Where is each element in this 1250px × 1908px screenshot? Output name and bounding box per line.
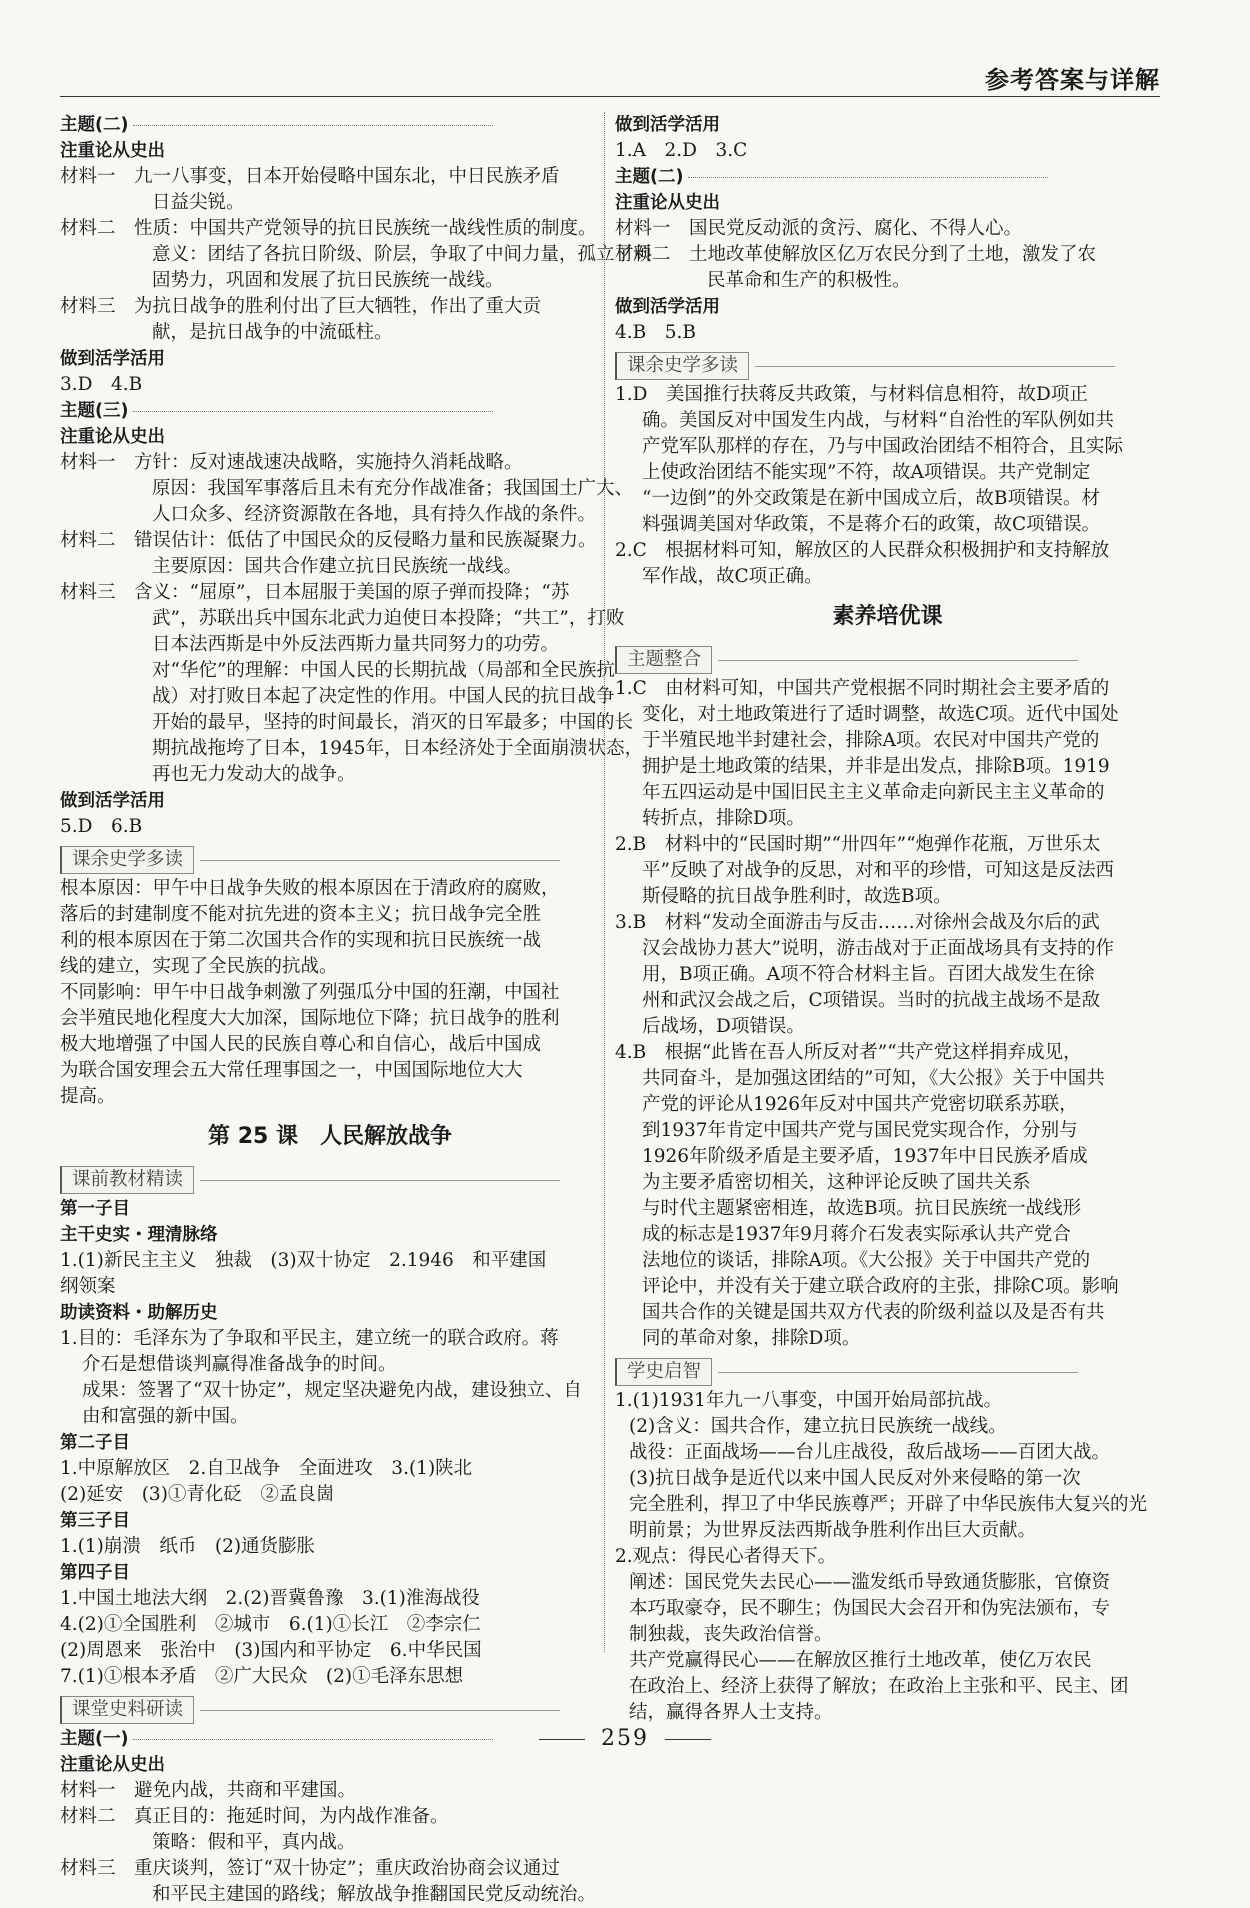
text-line: 法地位的谈话，排除A项。《大公报》关于中国共产党的	[642, 1250, 1091, 1271]
text-line: 用，B项正确。A项不符合材料主旨。百团大战发生在徐	[642, 964, 1095, 985]
section-label: 课前教材精读	[60, 1160, 600, 1196]
subsection-heading: 第二子目	[60, 1433, 130, 1453]
text-line: 对“华佗”的理解：中国人民的长期抗战（局部和全民族抗	[152, 660, 615, 681]
section-label: 课余史学多读	[615, 346, 1160, 382]
text-line: 1.(1)崩溃 纸币 (2)通货膨胀	[60, 1536, 316, 1557]
answer-line: 4.B 5.B	[615, 322, 696, 343]
text-line: 斯侵略的抗日战争胜利时，故选B项。	[642, 886, 952, 907]
text-line: 主要原因：国共合作建立抗日民族统一战线。	[152, 556, 523, 577]
text-line: 1.目的：毛泽东为了争取和平民主，建立统一的联合政府。蒋	[60, 1328, 559, 1349]
text-line: 2.B 材料中的“民国时期”“卅四年”“炮弹作花瓶，万世乐太	[615, 834, 1101, 855]
text-line: 转折点，排除D项。	[642, 808, 805, 829]
text-line: 本巧取豪夺，民不聊生；伪国民大会召开和伪宪法颁布，专	[629, 1598, 1111, 1619]
text-line: 共同奋斗，是加强这团结的”可知，《大公报》关于中国共	[642, 1068, 1105, 1089]
text-line: 材料二 性质：中国共产党领导的抗日民族统一战线性质的制度。	[60, 218, 597, 239]
text-line: 人口众多、经济资源散在各地，具有持久作战的条件。	[152, 504, 597, 525]
text-line: 评论中，并没有关于建立联合政府的主张，排除C项。影响	[642, 1276, 1119, 1297]
text-line: 策略：假和平，真内战。	[152, 1832, 356, 1853]
topic-heading: 主题(二)	[60, 112, 600, 138]
text-line: 根本原因：甲午中日战争失败的根本原因在于清政府的腐败，	[60, 878, 560, 899]
subheading: 注重论从史出	[615, 193, 720, 213]
text-line: 为主要矛盾密切相关，这种评论反映了国共关系	[642, 1172, 1031, 1193]
text-line: 州和武汉会战之后，C项错误。当时的抗战主战场不是敌	[642, 990, 1101, 1011]
text-line: 原因：我国军事落后且未有充分作战准备；我国国土广大、	[152, 478, 634, 499]
practice-heading: 做到活学活用	[60, 791, 165, 811]
answer-line: 1.A 2.D 3.C	[615, 140, 748, 161]
text-line: 利的根本原因在于第二次国共合作的实现和抗日民族统一战	[60, 930, 542, 951]
text-line: 1.中原解放区 2.自卫战争 全面进攻 3.(1)陕北	[60, 1458, 473, 1479]
practice-heading: 做到活学活用	[60, 349, 165, 369]
text-line: 1.中国土地法大纲 2.(2)晋冀鲁豫 3.(1)淮海战役	[60, 1588, 480, 1609]
text-line: 材料二 错误估计：低估了中国民众的反侵略力量和民族凝聚力。	[60, 530, 597, 551]
text-line: 阐述：国民党失去民心——滥发纸币导致通货膨胀，官僚资	[629, 1572, 1111, 1593]
text-line: 1.C 由材料可知，中国共产党根据不同时期社会主要矛盾的	[615, 678, 1110, 699]
text-line: 材料一 九一八事变，日本开始侵略中国东北，中日民族矛盾	[60, 166, 560, 187]
text-line: 再也无力发动大的战争。	[152, 764, 356, 785]
subsection-heading: 第三子目	[60, 1511, 130, 1531]
topic-heading: 主题(二)	[615, 164, 1160, 190]
text-line: 4.(2)①全国胜利 ②城市 6.(1)①长江 ②李宗仁	[60, 1614, 481, 1635]
right-column	[615, 112, 1160, 1726]
text-line: 材料二 土地改革使解放区亿万农民分到了土地，激发了农	[615, 244, 1097, 265]
text-line: 军作战，故C项正确。	[642, 566, 823, 587]
subheading: 注重论从史出	[60, 141, 165, 161]
subsection-heading: 第四子目	[60, 1563, 130, 1583]
text-line: 明前景；为世界反法西斯战争胜利作出巨大贡献。	[629, 1520, 1037, 1541]
text-line: 在政治上、经济上获得了解放；在政治上主张和平、民主、团	[629, 1676, 1129, 1697]
practice-heading: 做到活学活用	[615, 115, 720, 135]
text-line: 1.(1)1931年九一八事变，中国开始局部抗战。	[615, 1390, 1002, 1411]
lesson-title: 第 25 课 人民解放战争	[208, 1124, 452, 1149]
text-line: 不同影响：甲午中日战争刺激了列强瓜分中国的狂潮，中国社	[60, 982, 560, 1003]
text-line: 材料三 为抗日战争的胜利付出了巨大牺牲，作出了重大贡	[60, 296, 542, 317]
text-line: 武”，苏联出兵中国东北武力迫使日本投降；“共工”，打败	[152, 608, 625, 629]
header-title: 参考答案与详解	[985, 66, 1160, 94]
text-line: 材料一 避免内战，共商和平建国。	[60, 1780, 357, 1801]
text-line: 共产党赢得民心——在解放区推行土地改革，使亿万农民	[629, 1650, 1092, 1671]
subheading: 注重论从史出	[60, 427, 165, 447]
practice-heading: 做到活学活用	[615, 297, 720, 317]
text-line: 4.B 根据“此皆在吾人所反对者”“共产党这样捐弃成见，	[615, 1042, 1082, 1063]
text-line: 汉会战协力甚大”说明，游击战对于正面战场具有支持的作	[642, 938, 1114, 959]
text-line: 意义：团结了各抗日阶级、阶层，争取了中间力量，孤立了顽	[152, 244, 652, 265]
subheading: 助读资料・助解历史	[60, 1303, 218, 1323]
text-line: (2)延安 (3)①青化砭 ②孟良崮	[60, 1484, 335, 1505]
text-line: 由和富强的新中国。	[82, 1406, 249, 1427]
text-line: 日本法西斯是中外反法西斯力量共同努力的功劳。	[152, 634, 560, 655]
text-line: 3.B 材料“发动全面游击与反击……对徐州会战及尔后的武	[615, 912, 1100, 933]
text-line: 和平民主建国的路线；解放战争推翻国民党反动统治。	[152, 1884, 597, 1905]
text-line: 期抗战拖垮了日本，1945年，日本经济处于全面崩溃状态，	[152, 738, 644, 759]
text-line: 开始的最早，坚持的时间最长，消灭的日军最多；中国的长	[152, 712, 634, 733]
text-line: 固势力，巩固和发展了抗日民族统一战线。	[152, 270, 504, 291]
text-line: 2.观点：得民心者得天下。	[615, 1546, 837, 1567]
text-line: 材料一 国民党反动派的贪污、腐化、不得人心。	[615, 218, 1023, 239]
text-line: 与时代主题紧密相连，故选B项。抗日民族统一战线形	[642, 1198, 1082, 1219]
text-line: 1.(1)新民主主义 独裁 (3)双十协定 2.1946 和平建国	[60, 1250, 547, 1271]
text-line: 战）对打败日本起了决定性的作用。中国人民的抗日战争	[152, 686, 615, 707]
text-line: 制独裁，丧失政治信誉。	[629, 1624, 833, 1645]
page-header	[60, 56, 1160, 97]
column-divider	[604, 112, 605, 1652]
answer-line: 3.D 4.B	[60, 374, 143, 395]
text-line: 纲领案	[60, 1276, 116, 1297]
subheading: 主干史实・理清脉络	[60, 1225, 218, 1245]
text-line: 年五四运动是中国旧民主主义革命走向新民主主义革命的	[642, 782, 1105, 803]
text-line: 国共合作的关键是国共双方代表的阶级利益以及是否有共	[642, 1302, 1105, 1323]
text-line: “一边倒”的外交政策是在新中国成立后，故B项错误。材	[642, 488, 1101, 509]
text-line: 提高。	[60, 1086, 116, 1107]
section-label: 主题整合	[615, 640, 1160, 676]
text-line: 民革命和生产的积极性。	[707, 270, 911, 291]
text-line: 后战场，D项错误。	[642, 1016, 805, 1037]
text-line: 完全胜利，捍卫了中华民族尊严；开辟了中华民族伟大复兴的光	[629, 1494, 1148, 1515]
topic-heading: 主题(一)	[60, 1726, 600, 1752]
text-line: 材料三 重庆谈判，签订“双十协定”；重庆政治协商会议通过	[60, 1858, 560, 1879]
answer-line: 5.D 6.B	[60, 816, 143, 837]
text-line: 产党的评论从1926年反对中国共产党密切联系苏联，	[642, 1094, 1078, 1115]
text-line: 1.D 美国推行扶蒋反共政策，与材料信息相符，故D项正	[615, 384, 1088, 405]
text-line: 同的革命对象，排除D项。	[642, 1328, 861, 1349]
text-line: (2)含义：国共合作，建立抗日民族统一战线。	[629, 1416, 1007, 1437]
topic-heading: 主题(三)	[60, 398, 600, 424]
text-line: 确。美国反对中国发生内战，与材料“自治性的军队例如共	[642, 410, 1114, 431]
text-line: 变化，对土地政策进行了适时调整，故选C项。近代中国处	[642, 704, 1119, 725]
text-line: 材料三 含义：“屈原”，日本屈服于美国的原子弹而投降；“苏	[60, 582, 570, 603]
section-label: 课余史学多读	[60, 840, 600, 876]
text-line: 到1937年肯定中国共产党与国民党实现合作，分别与	[642, 1120, 1078, 1141]
text-line: 介石是想借谈判赢得准备战争的时间。	[82, 1354, 397, 1375]
text-line: 平”反映了对战争的反思，对和平的珍惜，可知这是反法西	[642, 860, 1114, 881]
subsection-heading: 第一子目	[60, 1199, 130, 1219]
page-number: 259	[0, 1726, 1250, 1751]
text-line: 战役：正面战场——台儿庄战役，敌后战场——百团大战。	[629, 1442, 1111, 1463]
text-line: 成果：签署了“双十协定”，规定坚决避免内战，建设独立、自	[82, 1380, 582, 1401]
text-line: 献，是抗日战争的中流砥柱。	[152, 322, 393, 343]
text-line: 落后的封建制度不能对抗先进的资本主义；抗日战争完全胜	[60, 904, 542, 925]
text-line: 日益尖锐。	[152, 192, 245, 213]
text-line: 为联合国安理会五大常任理事国之一，中国国际地位大大	[60, 1060, 523, 1081]
text-line: 材料二 真正目的：拖延时间，为内战作准备。	[60, 1806, 449, 1827]
text-line: 拥护是土地政策的结果，并非是出发点，排除B项。1919	[642, 756, 1110, 777]
text-line: 2.C 根据材料可知，解放区的人民群众积极拥护和支持解放	[615, 540, 1110, 561]
text-line: 上使政治团结不能实现”不符，故A项错误。共产党制定	[642, 462, 1091, 483]
text-line: 线的建立，实现了全民族的抗战。	[60, 956, 338, 977]
text-line: 成的标志是1937年9月蒋介石发表实际承认共产党合	[642, 1224, 1071, 1245]
text-line: 极大地增强了中国人民的民族自尊心和自信心，战后中国成	[60, 1034, 542, 1055]
text-line: (2)周恩来 张治中 (3)国内和平协定 6.中华民国	[60, 1640, 482, 1661]
text-line: (3)抗日战争是近代以来中国人民反对外来侵略的第一次	[629, 1468, 1081, 1489]
text-line: 结，赢得各界人士支持。	[629, 1702, 833, 1723]
text-line: 材料一 方针：反对速战速决战略，实施持久消耗战略。	[60, 452, 523, 473]
text-line: 料强调美国对华政策，不是蒋介石的政策，故C项错误。	[642, 514, 1101, 535]
course-title: 素养培优课	[832, 604, 943, 629]
text-line: 7.(1)①根本矛盾 ②广大民众 (2)①毛泽东思想	[60, 1666, 464, 1687]
text-line: 会半殖民地化程度大大加深，国际地位下降；抗日战争的胜利	[60, 1008, 560, 1029]
section-label: 学史启智	[615, 1352, 1160, 1388]
text-line: 产党军队那样的存在，乃与中国政治团结不相符合，且实际	[642, 436, 1124, 457]
section-label: 课堂史料研读	[60, 1690, 600, 1726]
text-line: 1926年阶级矛盾是主要矛盾，1937年中日民族矛盾成	[642, 1146, 1088, 1167]
text-line: 于半殖民地半封建社会，排除A项。农民对中国共产党的	[642, 730, 1100, 751]
subheading: 注重论从史出	[60, 1755, 165, 1775]
